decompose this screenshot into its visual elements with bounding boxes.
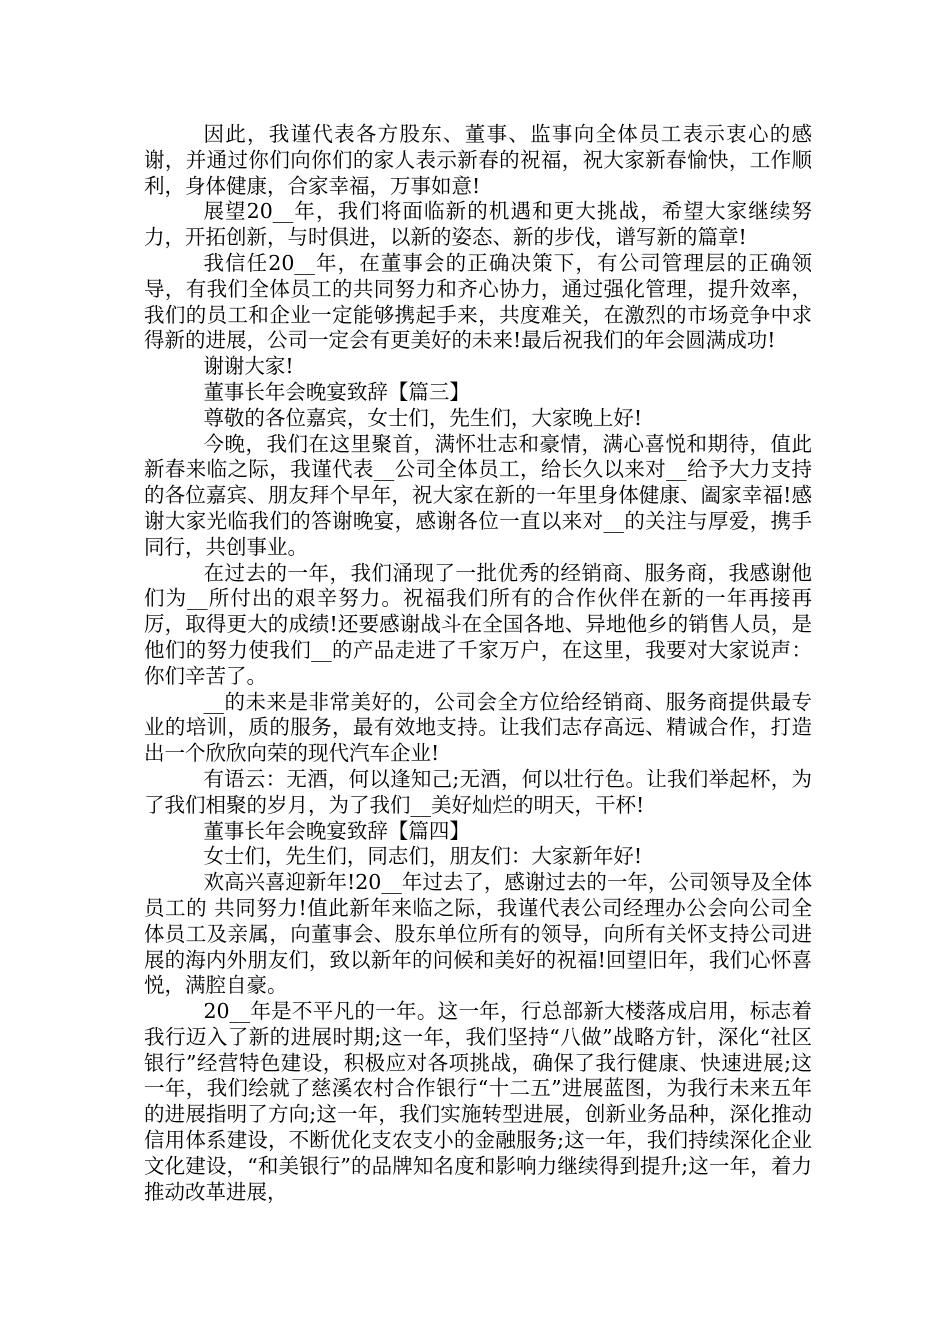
paragraph-outlook: 展望20__年，我们将面临新的机遇和更大挑战，希望大家继续努力，开拓创新，与时俱进，以新的姿态、新的步伐，谱写新的篇章! [144,199,812,250]
paragraph-new-year: 欢高兴喜迎新年!20__年过去了，感谢过去的一年，公司领导及全体员工的 共同努力!值此新年来临之际，我谨代表公司经理办公会向公司全体员工及亲属，向董事会、股东单位所有的领导，向所有关怀支持公司进展的海内外朋友们，致以新年的问候和美好的祝福!回望旧年，我们心怀喜悦，满腔自豪。 [144,870,812,998]
section-heading-part-three: 董事长年会晚宴致辞【篇三】 [203,379,470,404]
paragraph-past-year: 在过去的一年，我们涌现了一批优秀的经销商、服务商，我感谢他们为__所付出的艰辛努力。祝福我们所有的合作伙伴在新的一年再接再厉，取得更大的成绩!还要感谢战斗在全国各地、异地他乡的销售人员，是他们的努力使我们__的产品走进了千家万户，在这里，我要对大家说声：你们辛苦了。 [144,560,812,688]
paragraph-confidence: 我信任20__年，在董事会的正确决策下，有公司管理层的正确领导，有我们全体员工的共同努力和齐心协力，通过强化管理，提升效率，我们的员工和企业一定能够携起手来，共度难关，在激烈的市场竞争中求得新的进展，公司一定会有更美好的未来!最后祝我们的年会圆满成功! [144,250,812,353]
paragraph-greeting-guests: 尊敬的各位嘉宾，女士们，先生们，大家晚上好! [203,405,643,430]
paragraph-toast: 有语云：无酒，何以逢知己;无酒，何以壮行色。让我们举起杯，为了我们相聚的岁月，为了我们__美好灿烂的明天，干杯! [144,766,812,817]
paragraph-future: __的未来是非常美好的，公司会全方位给经销商、服务商提供最专业的培训，质的服务，最有效地支持。让我们志存高远、精诚合作，打造出一个欣欣向荣的现代汽车企业! [144,689,812,766]
paragraph-extraordinary-year: 20__年是不平凡的一年。这一年，行总部新大楼落成启用，标志着我行迈入了新的进展时期;这一年，我们坚持“八做”战略方针，深化“社区银行”经营特色建设，积极应对各项挑战，确保了我行健康、快速进展;这一年，我们绘就了慈溪农村合作银行“十二五”进展蓝图，为我行未来五年的进展指明了方向;这一年，我们实施转型进展，创新业务品种，深化推动信用体系建设，不断优化支农支小的金融服务;这一年，我们持续深化企业文化建设，“和美银行”的品牌知名度和影响力继续得到提升;这一年，着力推动改革进展， [144,999,812,1204]
section-heading-part-four: 董事长年会晚宴致辞【篇四】 [203,818,470,843]
document-body [144,122,812,1205]
paragraph-tonight: 今晚，我们在这里聚首，满怀壮志和豪情，满心喜悦和期待，值此新春来临之际，我谨代表__公司全体员工，给长久以来对__给予大力支持的各位嘉宾、朋友拜个早年，祝大家在新的一年里身体健康、阖家幸福!感谢大家光临我们的答谢晚宴，感谢各位一直以来对__的关注与厚爱，携手同行，共创事业。 [144,431,812,559]
paragraph-thank-you: 谢谢大家! [203,354,294,379]
paragraph-thanks: 因此，我谨代表各方股东、董事、监事向全体员工表示衷心的感谢，并通过你们向你们的家人表示新春的祝福，祝大家新春愉快，工作顺利，身体健康，合家幸福，万事如意! [144,122,812,198]
paragraph-greeting-friends: 女士们，先生们，同志们，朋友们：大家新年好! [203,844,643,869]
